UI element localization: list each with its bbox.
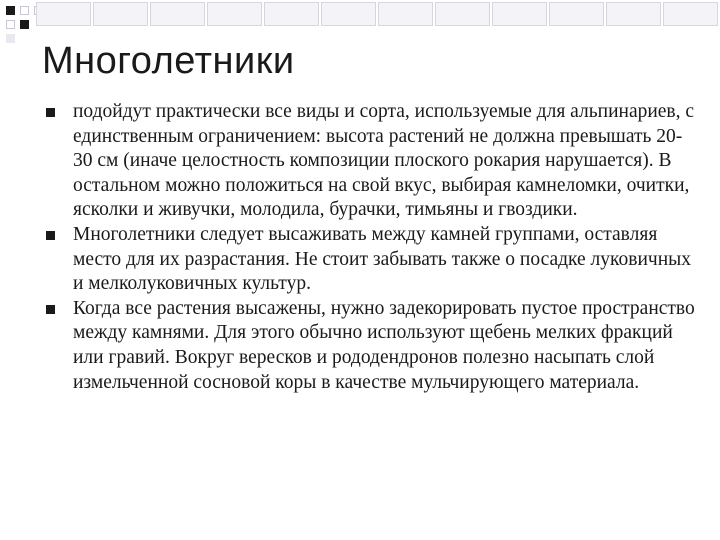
header-decoration-cell [36, 2, 91, 26]
bullet-text: Многолетники следует высаживать между камней группами, оставляя место для их разрастания. Не стоит забывать также о посадке луковичных и мелколуковичных культур. [73, 223, 692, 295]
bullet-text: подойдут практически все виды и сорта, используемые для альпинариев, с единственным ограничением: высота растений не должна превышать 20-30 см (иначе целостность композиции плоского рокария нарушается). В остальном можно положиться на свой вкус, выбирая камнеломки, очитки, ясколки и живучки, молодила, бурачки, тимьяны и гвоздики. [73, 101, 695, 221]
bullet-item [46, 100, 696, 223]
header-decoration-cell [435, 2, 490, 26]
bullet-list [46, 100, 696, 395]
corner-square-decoration [6, 20, 15, 29]
header-decoration-cell [321, 2, 376, 26]
header-decoration-cell [663, 2, 718, 26]
header-decoration-cell [264, 2, 319, 26]
header-decoration-cell [150, 2, 205, 26]
square-bullet-icon [46, 305, 55, 314]
square-bullet-icon [46, 231, 55, 240]
header-decoration-cell [549, 2, 604, 26]
header-decoration-cell [606, 2, 661, 26]
bullet-item [46, 297, 696, 395]
bullet-item [46, 223, 696, 297]
slide-title: Многолетники [42, 40, 295, 82]
corner-square-decoration [6, 6, 15, 15]
bullet-text: Когда все растения высажены, нужно задекорировать пустое пространство между камнями. Для этого обычно используют щебень мелких фракций или гравий. Вокруг вересков и рододендронов полезно насыпать слой измельченной сосновой коры в качестве мульчирующего материала. [73, 297, 695, 393]
header-decoration-cell [207, 2, 262, 26]
corner-square-decoration [20, 6, 29, 15]
header-decoration-cell [93, 2, 148, 26]
header-decoration-cell [492, 2, 547, 26]
corner-square-decoration [6, 34, 15, 43]
header-decoration-band [36, 2, 720, 26]
corner-square-decoration [20, 20, 29, 29]
square-bullet-icon [46, 108, 55, 117]
header-decoration-cell [378, 2, 433, 26]
